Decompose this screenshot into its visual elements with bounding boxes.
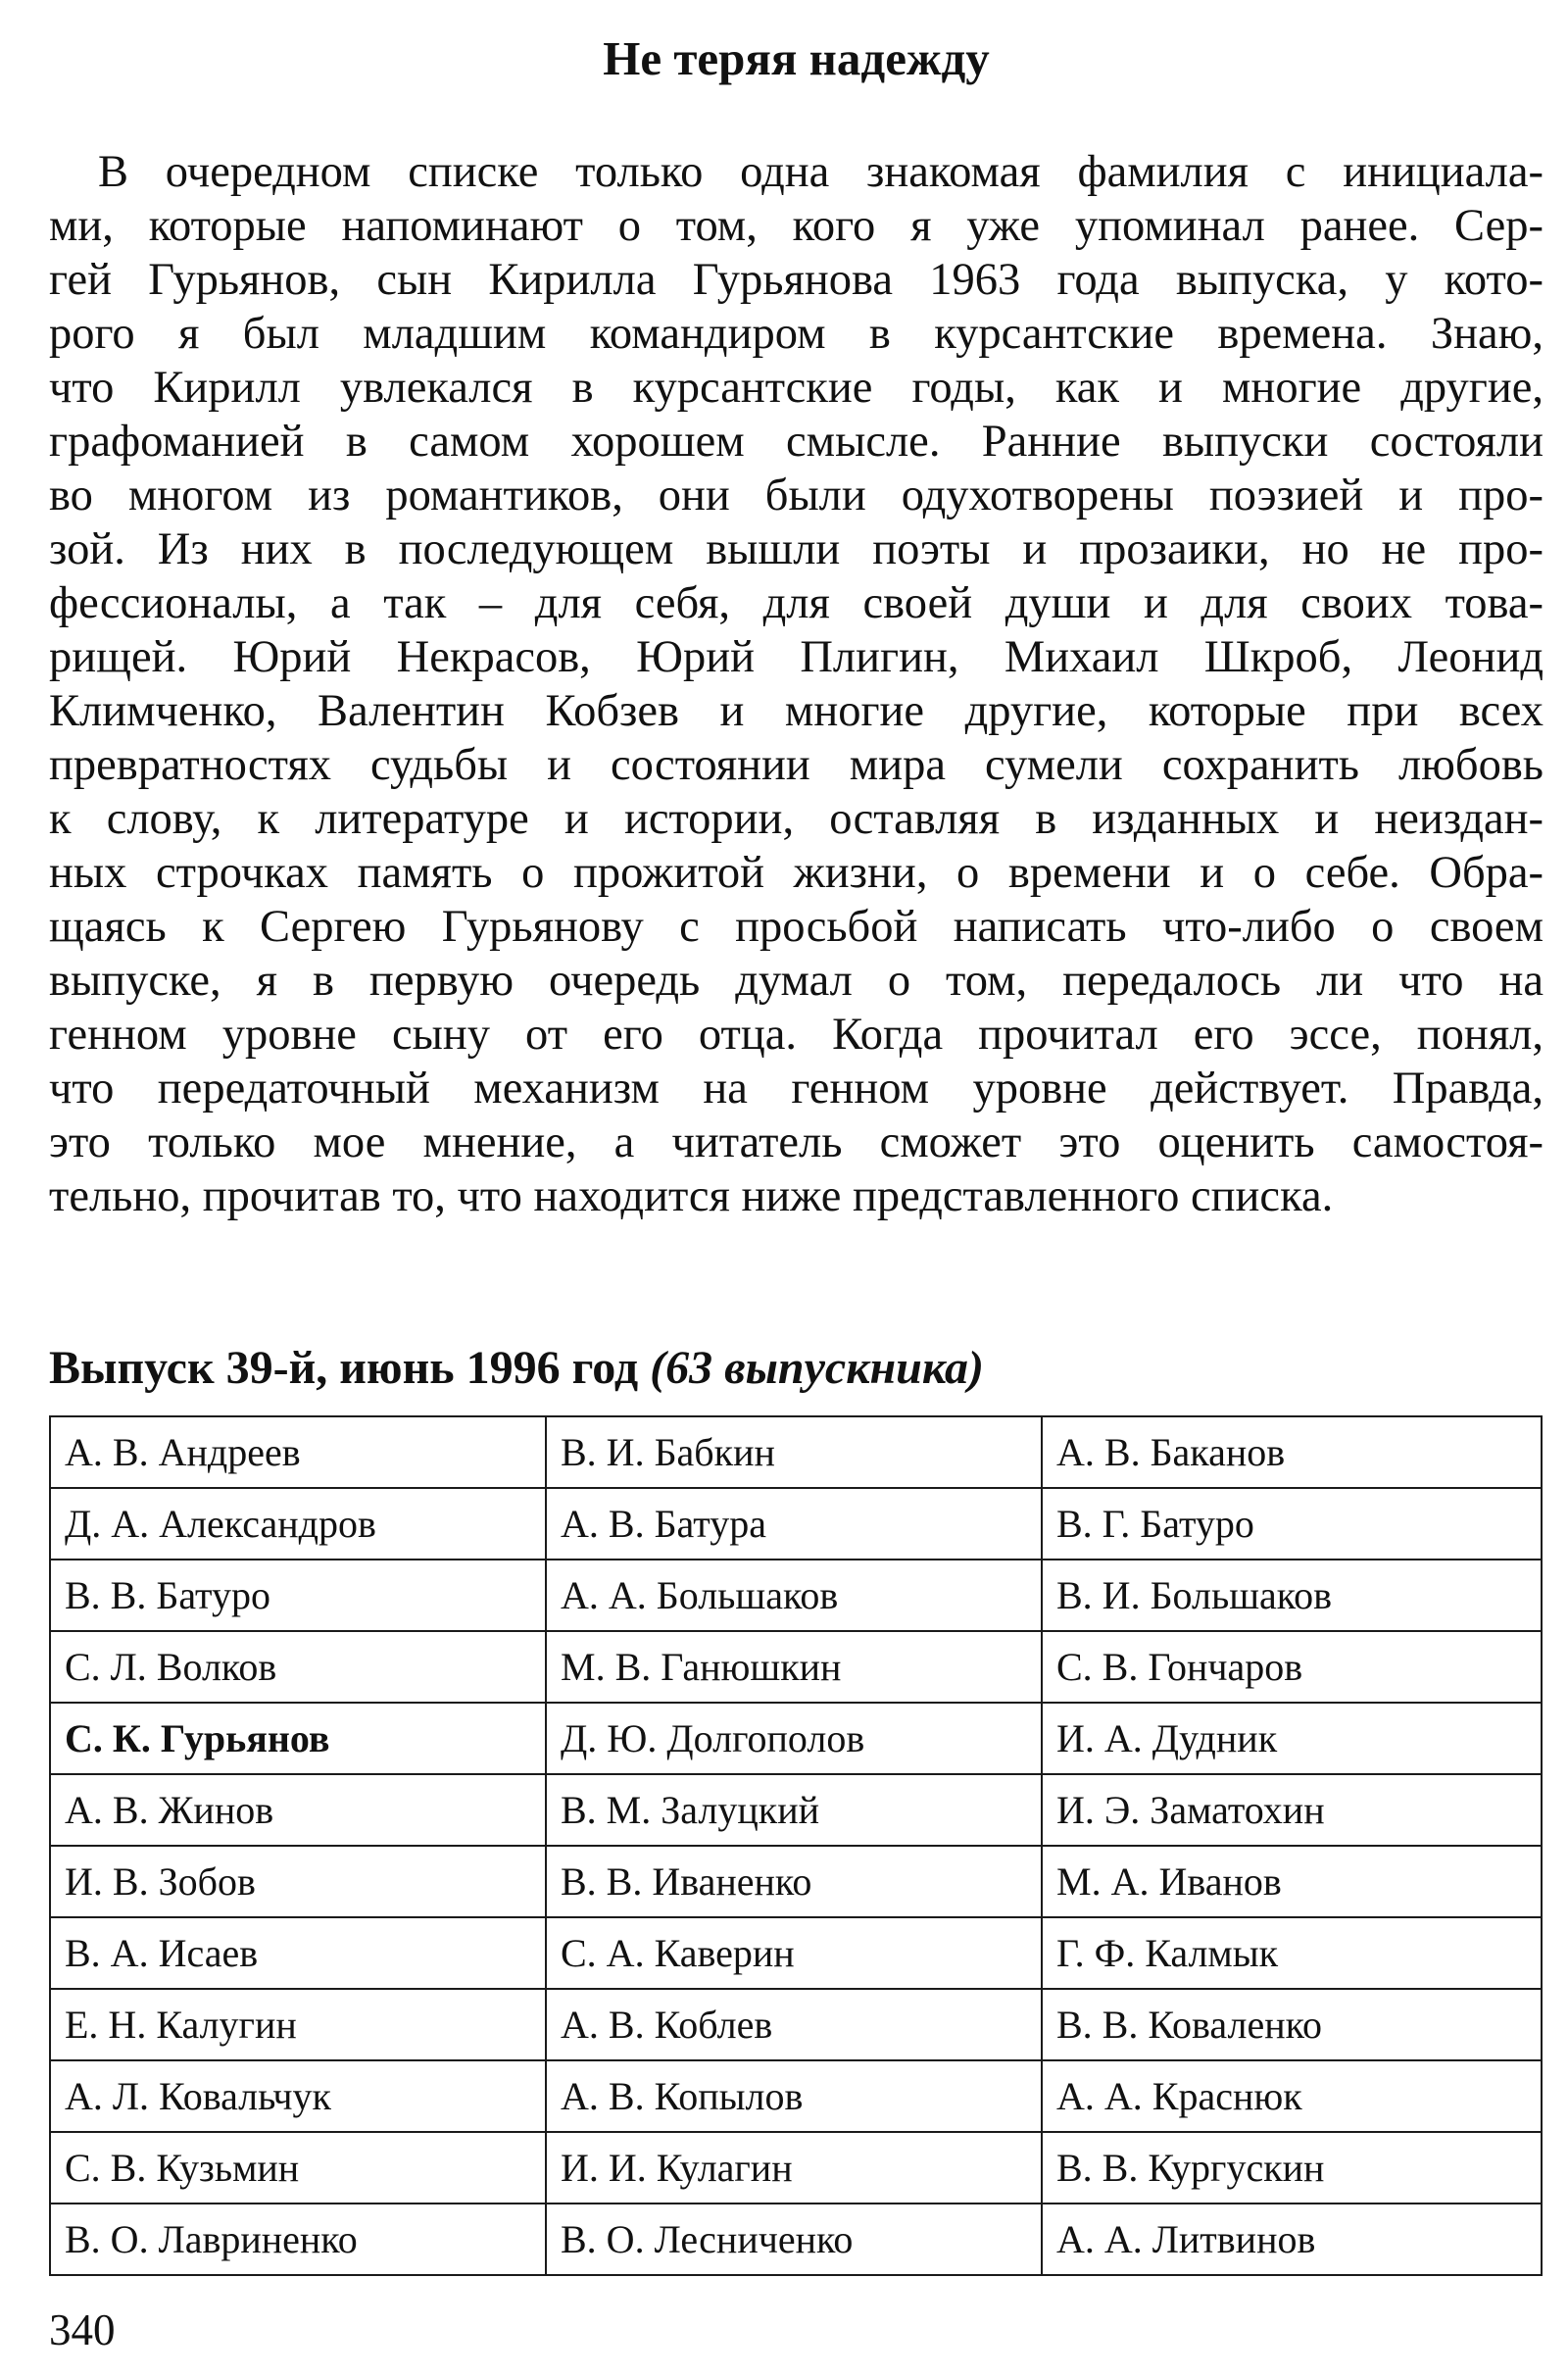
graduate-name-cell: И. А. Дудник [1042,1703,1542,1774]
graduate-name-cell: М. В. Ганюшкин [546,1631,1042,1703]
graduate-name-cell: В. О. Лавриненко [50,2204,546,2275]
graduate-name-cell: А. В. Коблев [546,1989,1042,2060]
graduate-name-cell: В. И. Большаков [1042,1560,1542,1631]
table-row [50,1631,1542,1703]
graduate-name-cell: С. Л. Волков [50,1631,546,1703]
graduate-name-cell: А. Л. Ковальчук [50,2060,546,2132]
graduate-name-cell: С. А. Каверин [546,1917,1042,1989]
graduate-name-cell: А. В. Копылов [546,2060,1042,2132]
graduate-name-cell: А. В. Баканов [1042,1416,1542,1488]
graduate-name-cell: В. А. Исаев [50,1917,546,1989]
paragraph-line: ных строчках память о прожитой жизни, о времени и о себе. Обра- [49,848,1544,898]
graduates-table [49,1415,1543,2276]
graduate-name-cell: В. О. Лесниченко [546,2204,1042,2275]
graduate-name-cell: А. А. Литвинов [1042,2204,1542,2275]
graduate-name-cell: С. В. Гончаров [1042,1631,1542,1703]
paragraph-line: тельно, прочитав то, что находится ниже представленного списка. [49,1171,1334,1221]
graduate-name-cell: В. И. Бабкин [546,1416,1042,1488]
graduate-name-cell: Д. Ю. Долгополов [546,1703,1042,1774]
graduate-name-cell: И. В. Зобов [50,1846,546,1917]
graduate-name-cell: М. А. Иванов [1042,1846,1542,1917]
graduate-name-cell: Д. А. Александров [50,1488,546,1560]
graduate-name-cell: Е. Н. Калугин [50,1989,546,2060]
table-row [50,1846,1542,1917]
paragraph-line: В очередном списке только одна знакомая фамилия с инициала- [98,147,1544,197]
table-row [50,1774,1542,1846]
graduate-name-cell: В. Г. Батуро [1042,1488,1542,1560]
graduate-name-cell: В. В. Кургускин [1042,2132,1542,2204]
graduate-name-cell: А. А. Большаков [546,1560,1042,1631]
graduate-name-cell: И. Э. Заматохин [1042,1774,1542,1846]
paragraph-line: фессионалы, а так – для себя, для своей души и для своих това- [49,578,1544,628]
table-row [50,1703,1542,1774]
paragraph-line: щаясь к Сергею Гурьянову с просьбой написать что-либо о своем [49,902,1544,952]
paragraph-line: к слову, к литературе и истории, оставляя в изданных и неиздан- [49,794,1544,844]
graduate-name-cell: А. А. Краснюк [1042,2060,1542,2132]
graduate-name-cell: И. И. Кулагин [546,2132,1042,2204]
paragraph-line: ми, которые напоминают о том, кого я уже упоминал ранее. Сер- [49,201,1544,251]
paragraph-line: Климченко, Валентин Кобзев и многие другие, которые при всех [49,686,1544,736]
chapter-title: Не теряя надежду [603,31,990,85]
table-row [50,2060,1542,2132]
caption-graduate-count: (63 выпускника) [650,1342,984,1394]
caption-main: Выпуск 39-й, июнь 1996 год [49,1342,639,1394]
graduate-name-cell: В. М. Залуцкий [546,1774,1042,1846]
paragraph-line: зой. Из них в последующем вышли поэты и прозаики, но не про- [49,524,1544,574]
body-paragraph [49,145,1544,1223]
paragraph-line: во многом из романтиков, они были одухотворены поэзией и про- [49,470,1544,520]
paragraph-line: генном уровне сыну от его отца. Когда прочитал его эссе, понял, [49,1010,1544,1060]
paragraph-line: превратностях судьбы и состоянии мира сумели сохранить любовь [49,740,1544,790]
graduates-table-body [50,1416,1542,2275]
paragraph-line: графоманией в самом хорошем смысле. Ранние выпуски состояли [49,417,1544,467]
table-row [50,1416,1542,1488]
table-row [50,1488,1542,1560]
graduate-name-cell: В. В. Иваненко [546,1846,1042,1917]
book-page [49,0,1544,2377]
graduate-name-cell: В. В. Коваленко [1042,1989,1542,2060]
paragraph-line: выпуске, я в первую очередь думал о том, передалось ли что на [49,956,1544,1006]
graduate-name-cell: А. В. Андреев [50,1416,546,1488]
graduate-name-cell: А. В. Батура [546,1488,1042,1560]
graduation-list-caption [49,1339,1544,1398]
table-row [50,2204,1542,2275]
paragraph-line: гей Гурьянов, сын Кирилла Гурьянова 1963 года выпуска, у кото- [49,255,1544,305]
paragraph-line: что Кирилл увлекался в курсантские годы, как и многие другие, [49,363,1544,413]
graduate-name-cell: С. В. Кузьмин [50,2132,546,2204]
table-row [50,2132,1542,2204]
paragraph-line: что передаточный механизм на генном уровне действует. Правда, [49,1064,1544,1114]
graduate-name-cell: Г. Ф. Калмык [1042,1917,1542,1989]
table-row [50,1989,1542,2060]
page-number: 340 [49,2305,116,2354]
graduate-name-cell: С. К. Гурьянов [50,1703,546,1774]
paragraph-line: рого я был младшим командиром в курсантские времена. Знаю, [49,309,1544,359]
paragraph-line: рищей. Юрий Некрасов, Юрий Плигин, Михаил Шкроб, Леонид [49,632,1544,682]
graduate-name-cell: А. В. Жинов [50,1774,546,1846]
table-row [50,1917,1542,1989]
paragraph-line: это только мое мнение, а читатель сможет это оценить самостоя- [49,1117,1544,1167]
graduate-name-cell: В. В. Батуро [50,1560,546,1631]
table-row [50,1560,1542,1631]
